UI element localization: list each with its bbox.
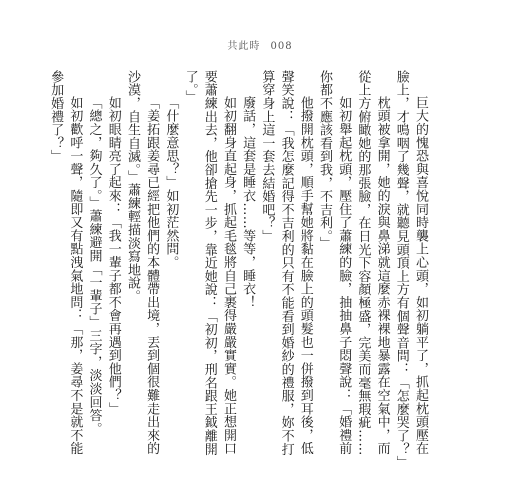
paragraph: 「姜拓跟姜尋已經把他們的本體帶出境，丟到個很難走出來的沙漠，自生自滅。」蕭練輕描淡寫地說。 (124, 70, 160, 456)
paragraph: 「總之，夠久了。」蕭練避開「一輩子」三字，淡淡回答。 (86, 96, 102, 436)
paragraph: 枕頭被拿開，她的淚與鼻涕就這麼赤裸裸地暴露在空氣中，而從上方俯瞰她的那張臉，在日光下容顏極盛，完美而毫無瑕疵…… (355, 70, 390, 456)
page-number: 008 (270, 41, 293, 52)
running-header (0, 37, 520, 52)
paragraph: 如初歡呼一聲，隨即又有點洩氣地問：「那，姜尋不是就不能參加婚禮了？」 (48, 70, 83, 456)
paragraph: 如初眼睛亮了起來：「我一輩子都不會再遇到他們？」 (105, 96, 121, 416)
paragraph: 廢話，這套是睡衣……等等，睡衣！ (240, 96, 256, 309)
paragraph: 巨大的愧恐與喜悅同時襲上心頭，如初躺平了，抓起枕頭壓在臉上，才鳴咽了幾聲，就聽見頭頂上方有個聲音問：「怎麼哭了？」 (393, 70, 428, 469)
body-text (48, 70, 430, 469)
paragraph: 他撥開枕頭，順手幫她將黏在臉上的頭髮也一併撥到耳後，低聲笑說：「我怎麼記得不吉利的只有不能看到婚紗的禮服，妳不打算穿身上這一套去結婚吧？」 (259, 70, 313, 456)
paragraph: 如初翻身直起身，抓起毛毯將自己裹得嚴嚴實實。她正想開口要蕭練出去，他卻搶先一步，靠近她說：「初初，刑名跟王鉞離開了。」 (182, 70, 236, 456)
book-title: 共此時 (227, 41, 261, 52)
paragraph: 如初舉起枕頭，壓住了蕭練的臉，抽抽鼻子悶聲說：「婚禮前你都不應該看到我，不吉利。」 (316, 70, 352, 456)
paragraph: 「什麼意思？」如初茫然問。 (163, 96, 179, 269)
